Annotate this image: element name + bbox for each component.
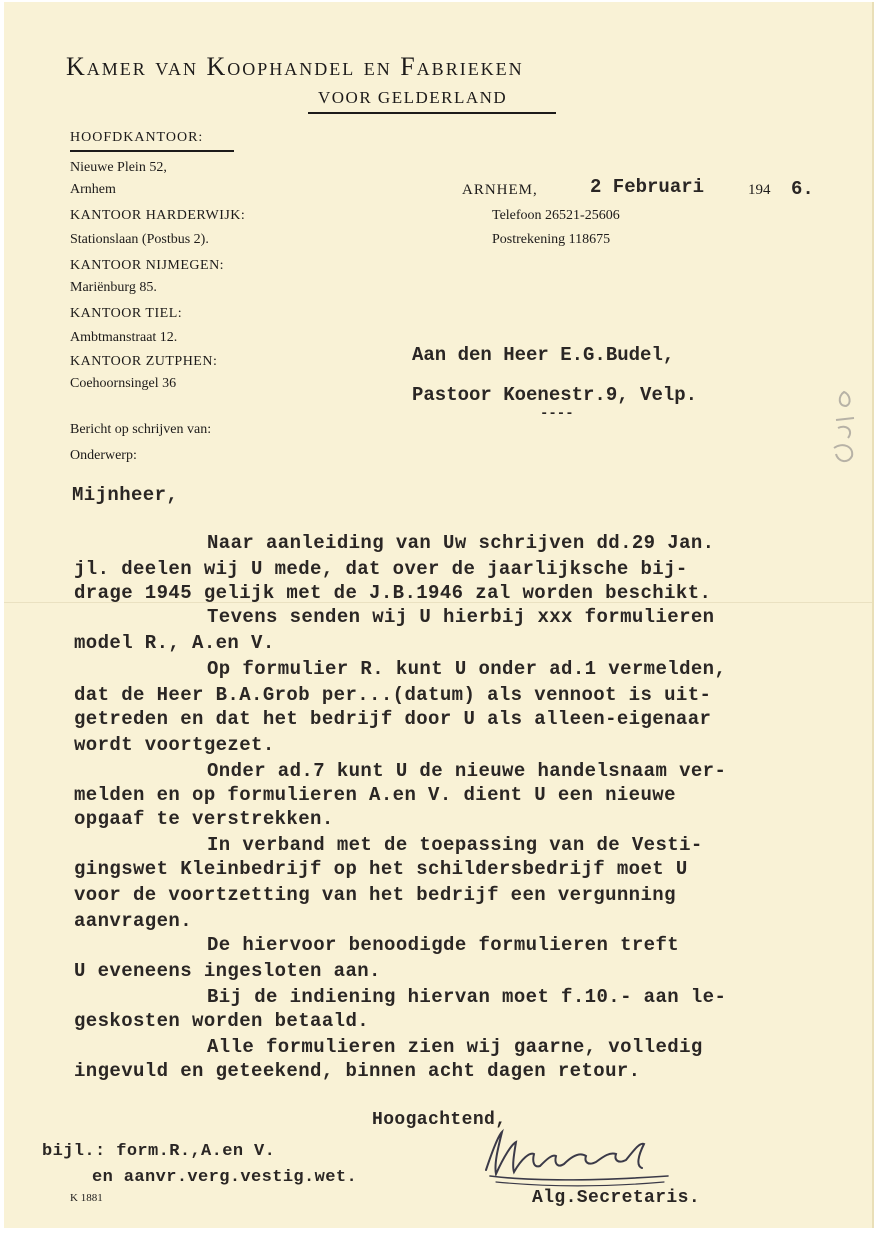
year-printed: 194 — [748, 182, 771, 198]
office-line: Stationslaan (Postbus 2). — [70, 232, 209, 247]
letterhead-rule — [308, 112, 556, 114]
body-line: Alle formulieren zien wij gaarne, volledig — [207, 1036, 703, 1058]
body-line: aanvragen. — [74, 910, 193, 932]
salutation: Mijnheer, — [72, 484, 179, 506]
body-line: In verband met de toepassing van de Vesti- — [207, 834, 703, 856]
body-line: Tevens senden wij U hierbij xxx formulieren — [207, 606, 715, 628]
pencil-marks — [824, 384, 868, 472]
body-line: ingevuld en geteekend, binnen acht dagen retour. — [74, 1060, 641, 1082]
body-line: geskosten worden betaald. — [74, 1010, 370, 1032]
body-line: U eveneens ingesloten aan. — [74, 960, 381, 982]
office-heading: KANTOOR ZUTPHEN: — [70, 354, 218, 369]
office-heading: KANTOOR NIJMEGEN: — [70, 258, 225, 273]
city: ARNHEM, — [462, 182, 538, 198]
body-line: melden en op formulieren A.en V. dient U een nieuwe — [74, 784, 676, 806]
year-typed: 6. — [791, 178, 814, 200]
organization-name: Kamer van Koophandel en Fabrieken — [66, 52, 524, 81]
body-line: Naar aanleiding van Uw schrijven dd.29 Jan. — [207, 532, 715, 554]
telephone: Telefoon 26521-25606 — [492, 208, 620, 223]
enclosures-line: en aanvr.verg.vestig.wet. — [92, 1168, 358, 1187]
body-line: dat de Heer B.A.Grob per...(datum) als vennoot is uit- — [74, 684, 712, 706]
addressee-line: Aan den Heer E.G.Budel, — [412, 344, 675, 366]
office-heading: KANTOOR HARDERWIJK: — [70, 208, 246, 223]
date-day-month: 2 Februari — [590, 176, 705, 198]
body-line: De hiervoor benoodigde formulieren treft — [207, 934, 680, 956]
head-office-label: HOOFDKANTOOR: — [70, 130, 204, 145]
enclosures-line: bijl.: form.R.,A.en V. — [42, 1142, 276, 1161]
body-line: voor de voortzetting van het bedrijf een vergunning — [74, 884, 676, 906]
body-line: opgaaf te verstrekken. — [74, 808, 334, 830]
reference-label: Bericht op schrijven van: — [70, 422, 212, 437]
body-line: model R., A.en V. — [74, 632, 275, 654]
signatory-title: Alg.Secretaris. — [532, 1188, 701, 1208]
office-line: Mariënburg 85. — [70, 280, 157, 295]
postrekening: Postrekening 118675 — [492, 232, 611, 247]
body-line: Op formulier R. kunt U onder ad.1 vermelden, — [207, 658, 727, 680]
office-line: Nieuwe Plein 52, — [70, 160, 167, 175]
office-line: Coehoornsingel 36 — [70, 376, 177, 391]
organization-region: VOOR GELDERLAND — [318, 88, 508, 107]
head-office-rule — [70, 150, 234, 152]
body-line: jl. deelen wij U mede, dat over de jaarlijksche bij- — [74, 558, 688, 580]
closing: Hoogachtend, — [372, 1110, 507, 1130]
office-line: Arnhem — [70, 182, 116, 197]
office-heading: KANTOOR TIEL: — [70, 306, 183, 321]
handwritten-signature — [468, 1122, 678, 1192]
body-line: wordt voortgezet. — [74, 734, 275, 756]
letter-sheet — [4, 2, 874, 1228]
subject-label: Onderwerp: — [70, 448, 137, 463]
body-line: drage 1945 gelijk met de J.B.1946 zal worden beschikt. — [74, 582, 712, 604]
addressee-underline: ---- — [540, 406, 574, 422]
body-line: getreden en dat het bedrijf door U als alleen-eigenaar — [74, 708, 712, 730]
body-line: Bij de indiening hiervan moet f.10.- aan le- — [207, 986, 727, 1008]
addressee-line: Pastoor Koenestr.9, Velp. — [412, 384, 698, 406]
body-line: Onder ad.7 kunt U de nieuwe handelsnaam ver- — [207, 760, 727, 782]
form-code: K 1881 — [70, 1192, 103, 1204]
office-line: Ambtmanstraat 12. — [70, 330, 178, 345]
body-line: gingswet Kleinbedrijf op het schildersbedrijf moet U — [74, 858, 688, 880]
